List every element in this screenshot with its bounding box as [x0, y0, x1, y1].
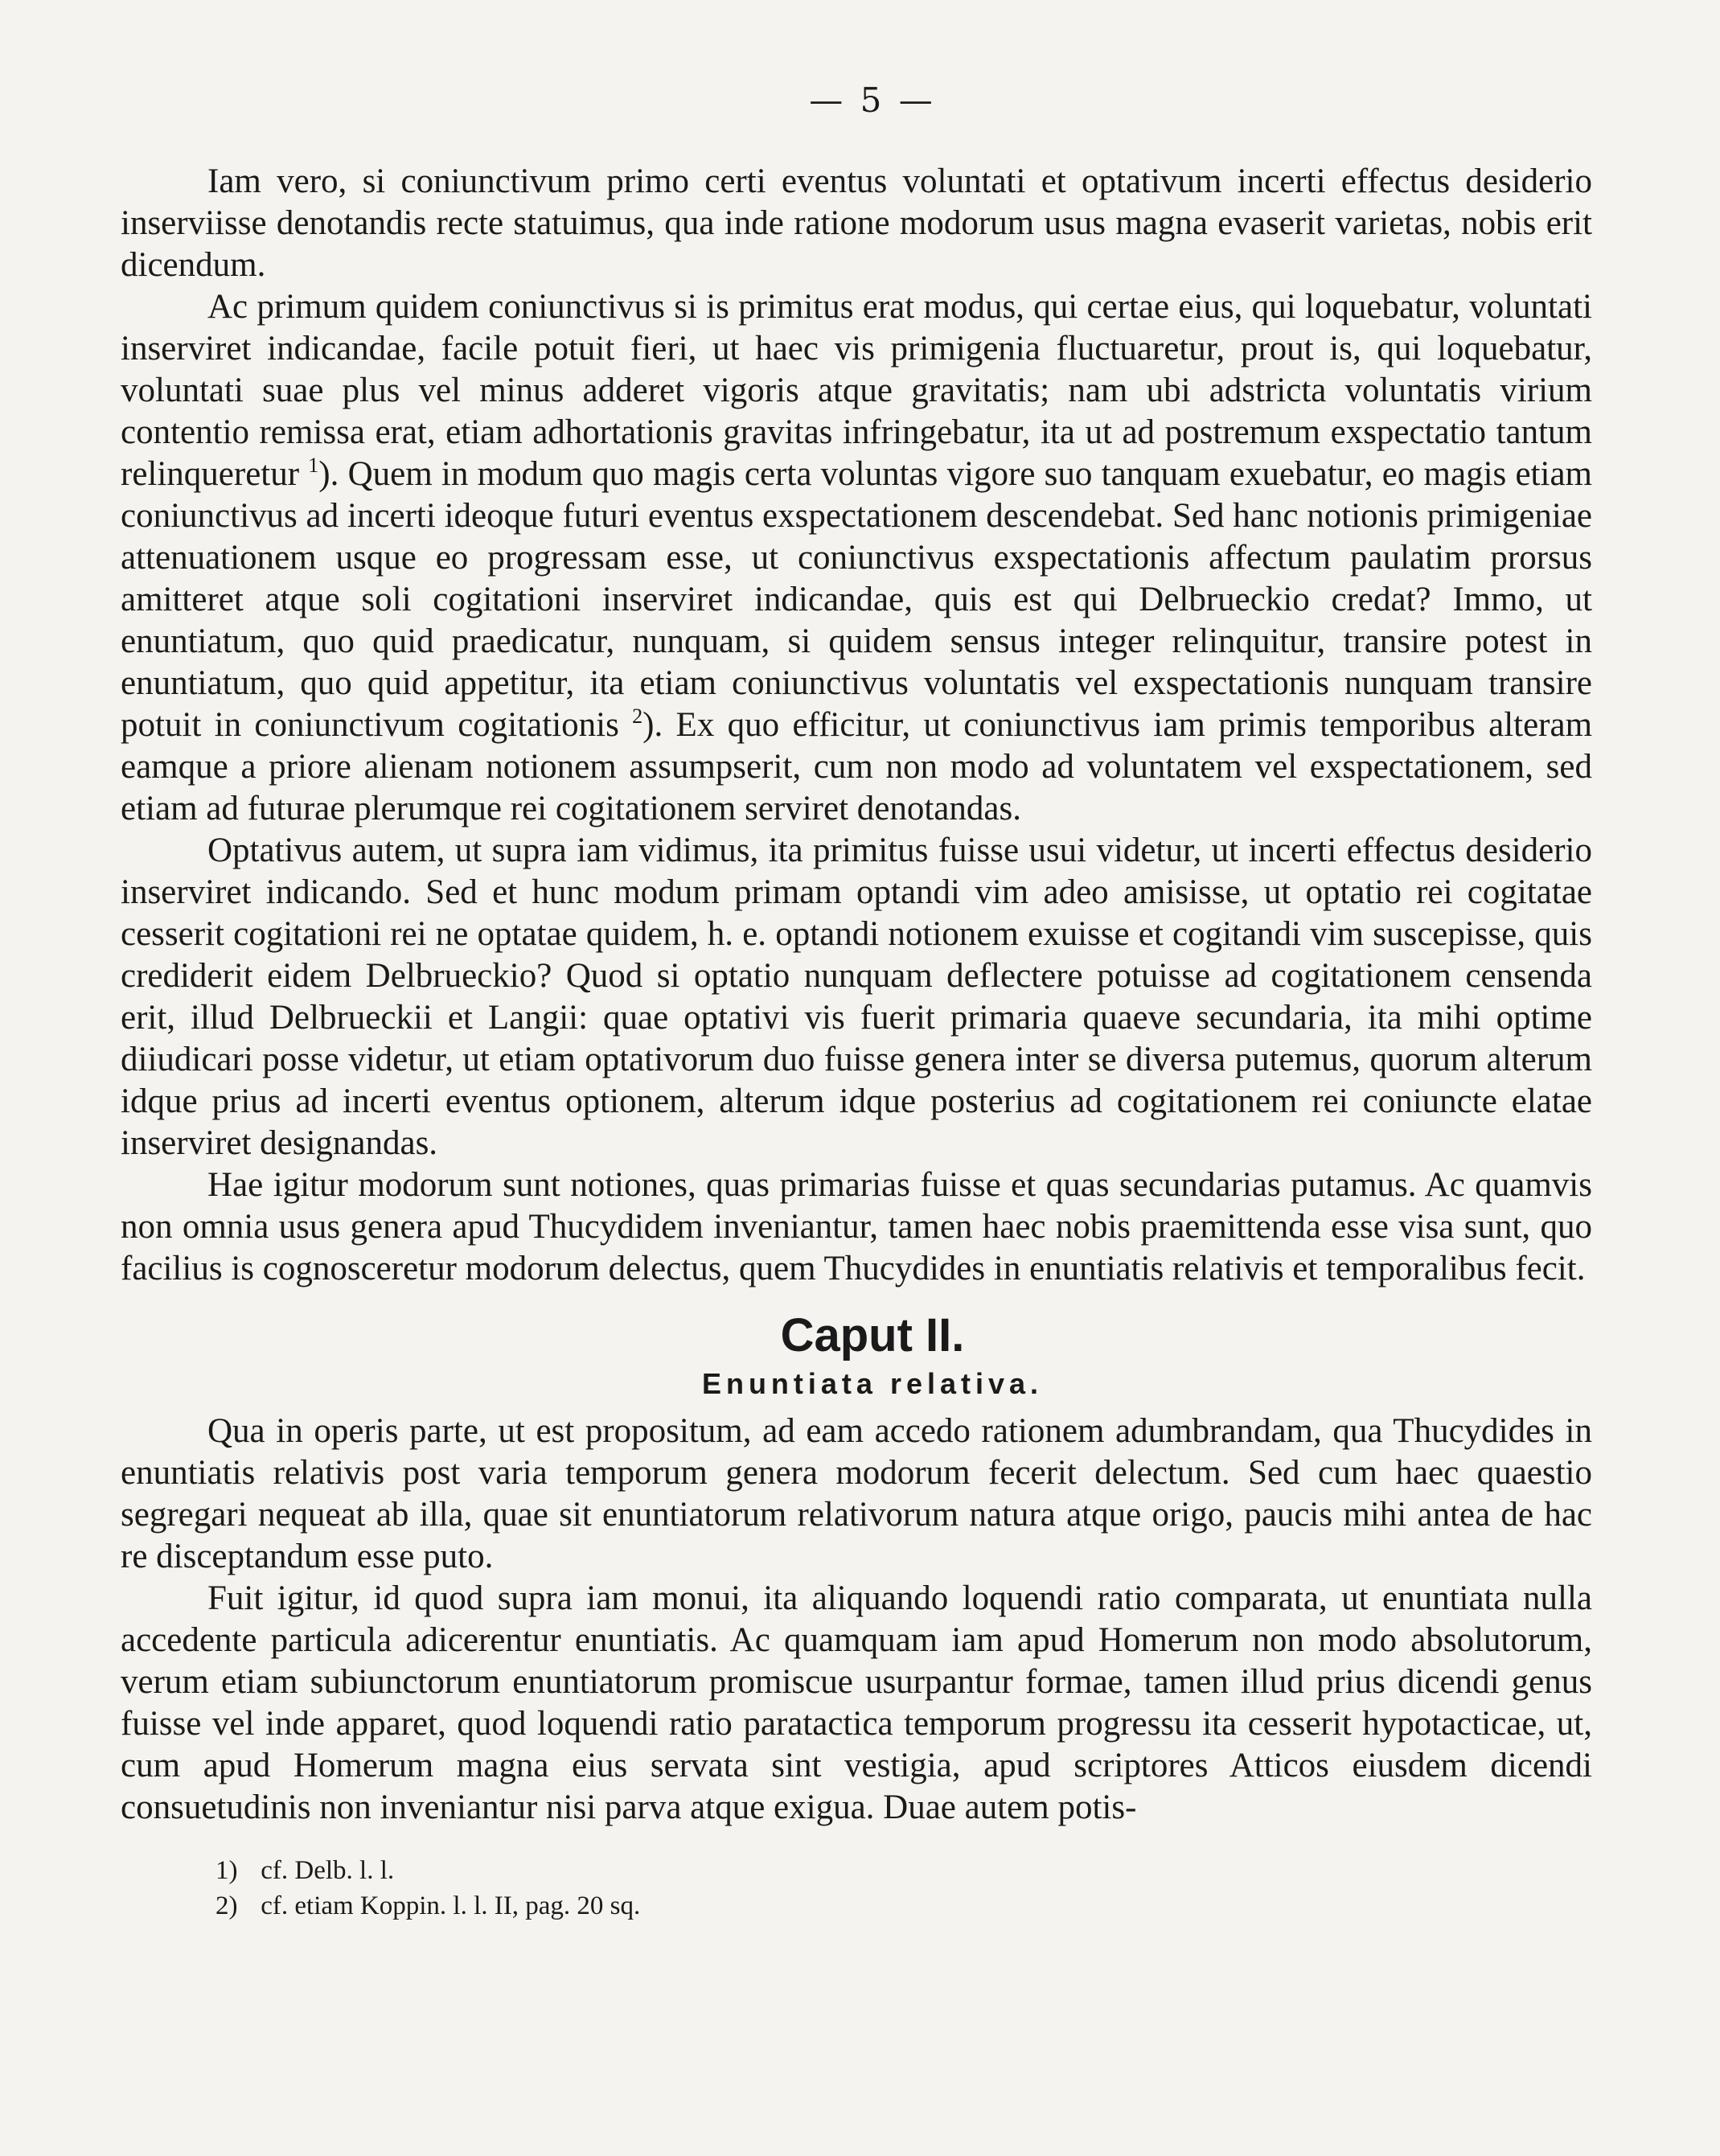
- paragraph-3: Optativus autem, ut supra iam vidimus, ita primitus fuisse usui videtur, ut incerti effectus desiderio inserviret indicando. Sed et hunc modum primam optandi vim adeo amisisse, ut optatio rei cogitatae cesserit cogitationi rei ne optatae quidem, h. e. optandi notionem exuisse et cogitandi vim suscepisse, quis crediderit eidem Delbrueckio? Quod si optatio nunquam deflectere potuisse ad cogitationem censenda erit, illud Delbrueckii et Langii: quae optativi vis fuerit primaria quaeve secundaria, ita mihi optime diiudicari posse videtur, ut etiam optativorum duo fuisse genera inter se diversa putemus, quorum alterum idque prius ad incerti eventus optionem, alterum idque posterius ad cogitationem rei coniuncte elatae inserviret designandas.: [121, 832, 1592, 1162]
- page: [121, 76, 1592, 1924]
- paragraph-2-part-a: Ac primum quidem coniunctivus si is primitus erat modus, qui certae eius, qui loquebatur, voluntati inserviret indicandae, facile potuit fieri, ut haec vis primigenia fluctuaretur, prout is, qui loquebatur, voluntati suae plus vel minus adderet vigoris atque gravitatis; nam ubi adstricta voluntatis virium contentio remissa erat, etiam adhortationis gravitas infringebatur, ita ut ad postremum exspectatio tantum relinqueretur: [121, 288, 1592, 493]
- footnote-marker: 1): [216, 1856, 238, 1885]
- page-number: — 5 —: [809, 80, 936, 120]
- footnote-text: cf. etiam Koppin. l. l. II, pag. 20 sq.: [261, 1891, 641, 1920]
- footnote-ref-1[interactable]: 1: [308, 454, 319, 477]
- paragraph-2-part-b: ). Quem in modum quo magis certa voluntas vigore suo tanquam exuebatur, eo magis etiam coniunctivus ad incerti ideoque futuri eventus exspectationem descendebat. Sed hanc notionis primigeniae attenuationem usque eo progressam esse, ut coniunctivus exspectationis affectum paulatim prorsus amitteret atque soli cogitationi inserviret indicandae, quis est qui Delbrueckio credat? Immo, ut enuntiatum, quo quid praedicatur, nunquam, si quidem sensus integer relinquitur, transire potest in enuntiatum, quo quid appetitur, ita etiam coniunctivus voluntatis vel exspectationis nunquam transire potuit in coniunctivum cogitationis: [121, 455, 1592, 744]
- paragraph-5: Qua in operis parte, ut est propositum, ad eam accedo rationem adumbrandam, qua Thucydides in enuntiatis relativis post varia temporum genera modorum fecerit delectum. Sed cum haec quaestio segregari nequeat ab illa, quae sit enuntiatorum relativorum natura atque origo, paucis mihi antea de hac re disceptandum esse puto.: [121, 1412, 1592, 1575]
- footnote-text: cf. Delb. l. l.: [261, 1856, 395, 1885]
- body-text: [121, 161, 1592, 1829]
- paragraph-4: Hae igitur modorum sunt notiones, quas primarias fuisse et quas secundarias putamus. Ac quamvis non omnia usus genera apud Thucydidem inveniantur, tamen haec nobis praemittenda esse visa sunt, quo facilius is cognosceretur modorum delectus, quem Thucydides in enuntiatis relativis et temporalibus fecit.: [121, 1166, 1592, 1287]
- paragraph-6: Fuit igitur, id quod supra iam monui, ita aliquando loquendi ratio comparata, ut enuntiata nulla accedente particula adicerentur enuntiatis. Ac quamquam iam apud Homerum non modo absolutorum, verum etiam subiunctorum enuntiatorum promiscue usurpantur formae, tamen illud prius dicendi genus fuisse vel inde apparet, quod loquendi ratio paratactica temporum progressu ita cesserit hypotacticae, ut, cum apud Homerum magna eius servata sint vestigia, apud scriptores Atticos eiusdem dicendi consuetudinis non inveniantur nisi parva atque exigua. Duae autem potis-: [121, 1579, 1592, 1826]
- footnote-1: [121, 1853, 1592, 1888]
- paragraph-2-part-c: ). Ex quo efficitur, ut coniunctivus iam primis temporibus alteram eamque a priore alienam notionem assumpserit, cum non modo ad voluntatem vel exspectationem, sed etiam ad futurae plerumque rei cogitationem serviret denotandas.: [121, 706, 1593, 827]
- chapter-subtitle: Enuntiata relativa.: [701, 1367, 1044, 1400]
- footnote-marker: 2): [216, 1891, 238, 1920]
- paragraph-2: [121, 286, 1592, 830]
- footnote-2: [121, 1888, 1592, 1924]
- footnotes: [121, 1853, 1592, 1924]
- paragraph-1: Iam vero, si coniunctivum primo certi eventus voluntati et optativum incerti effectus desiderio inserviisse denotandis recte statuimus, qua inde ratione modorum usus magna evaserit varietas, nobis erit dicendum.: [121, 162, 1592, 284]
- chapter-title: Caput II.: [780, 1309, 965, 1361]
- footnote-ref-2[interactable]: 2: [632, 704, 643, 728]
